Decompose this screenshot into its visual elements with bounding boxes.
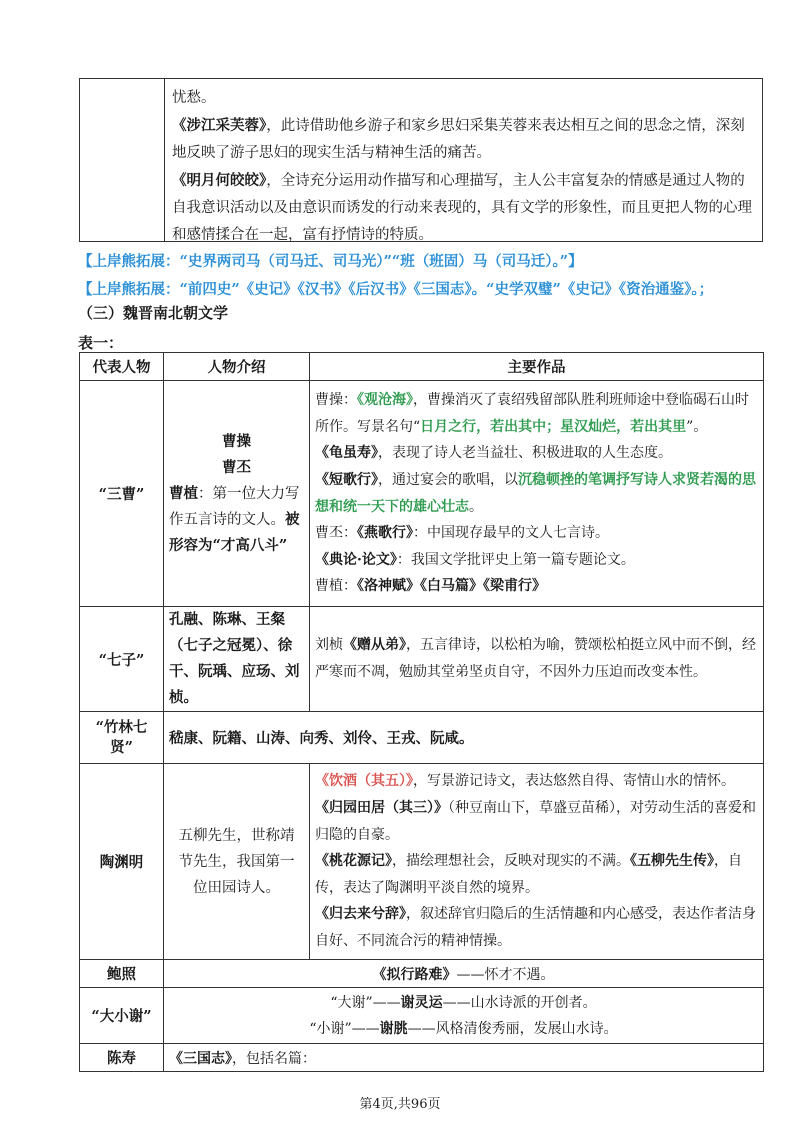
literature-table bbox=[79, 352, 764, 1072]
end-duangexing: 。 bbox=[469, 498, 483, 515]
title-mingyue: 《明月何皎皎》 bbox=[172, 172, 267, 189]
title-yinjiu: 《饮酒（其五）》 bbox=[315, 773, 413, 790]
header-figure: 代表人物 bbox=[80, 353, 164, 381]
table-row bbox=[80, 1044, 764, 1072]
title-nixingluonan: 《拟行路难》 bbox=[372, 966, 457, 983]
title-dianlun: 《典论·论文》 bbox=[315, 551, 397, 568]
section-title: （三）魏晋南北朝文学 bbox=[78, 304, 229, 322]
figure-baozhao: 鲍照 bbox=[80, 960, 164, 988]
works-chenshou bbox=[164, 1044, 764, 1072]
works-daxiaoxie bbox=[164, 988, 764, 1044]
continuation-table bbox=[79, 78, 763, 242]
title-duangexing: 《短歌行》 bbox=[315, 471, 378, 488]
title-taohuayuan: 《桃花源记》 bbox=[315, 853, 392, 870]
text-sanguozhi: ，包括名篇： bbox=[232, 1050, 316, 1067]
title-guiyuan: 《归园田居（其三）》 bbox=[315, 800, 448, 817]
works-qizi bbox=[310, 607, 764, 712]
text-guisuishou: ，表现了诗人老当益壮、积极进取的人生态度。 bbox=[378, 445, 672, 462]
work-duangexing bbox=[315, 467, 758, 520]
title-shejiang: 《涉江采芙蓉》 bbox=[172, 117, 267, 134]
text-guiqulai: ，叙述辞官归隐后的生活情趣和内心感受，表达作者洁身自好、不同流合污的精神情操。 bbox=[315, 906, 756, 949]
work-guisuishou bbox=[315, 440, 758, 467]
prefix-caocao: 曹操： bbox=[315, 392, 357, 409]
title-zengcongdi: 《赠从弟》 bbox=[343, 637, 406, 654]
figure-qizi: “七子” bbox=[80, 607, 164, 712]
title-guiqulai: 《归去来兮辞》 bbox=[315, 906, 406, 923]
intro-caocao: 曹操 bbox=[222, 432, 251, 450]
prefix-caopi: 曹丕： bbox=[315, 525, 357, 542]
intro-caozhi bbox=[169, 481, 304, 559]
works-baozhao bbox=[164, 960, 764, 988]
poem-notes bbox=[172, 85, 752, 249]
name-xietiao: 谢朓 bbox=[379, 1020, 408, 1037]
work-taohuayuan bbox=[315, 848, 758, 901]
empty-cell bbox=[80, 79, 165, 241]
line-xiaoxie bbox=[169, 1016, 758, 1042]
line-daxie bbox=[169, 990, 758, 1016]
note-shejiang bbox=[172, 112, 752, 167]
intro-sancao bbox=[164, 381, 310, 607]
work-dianlun bbox=[315, 547, 758, 574]
title-yangexing: 《燕歌行》 bbox=[357, 525, 413, 542]
text-caozhi: ：第一位大力写作五言诗的文人。 bbox=[169, 485, 300, 528]
prefix-liuzhen: 刘桢 bbox=[315, 637, 343, 654]
figure-sancao: “三曹” bbox=[80, 381, 164, 607]
text-yinjiu: ，写景游记诗文，表达悠然自得、寄情山水的情怀。 bbox=[413, 773, 735, 790]
title-wuliu: 《五柳先生传》 bbox=[630, 853, 714, 870]
end-guancanghai: ”。 bbox=[686, 418, 708, 435]
name-xielingyun: 谢灵运 bbox=[400, 994, 443, 1011]
desc-xiaoxie: ——风格清俊秀丽，发展山水诗。 bbox=[407, 1020, 618, 1037]
text-guancanghai: ，曹操消灭了袁绍残留部队胜利班师途中登临碣石山时所作。写景名句“ bbox=[315, 392, 749, 435]
intro-tao: 五柳先生，世称靖节先生，我国第一位田园诗人。 bbox=[164, 764, 310, 960]
text-dianlun: ：我国文学批评史上第一篇专题论文。 bbox=[396, 551, 635, 568]
header-intro: 人物介绍 bbox=[164, 353, 310, 381]
text-mingyue: ，全诗充分运用动作描写和心理描写，主人公丰富复杂的情感是通过人物的自我意识活动以及由意识而诱发的行动来表现的，具有文学的形象性，而且更把人物的心理和感情揉合在一起，富有抒情诗的特质。 bbox=[172, 173, 752, 243]
quote-guancanghai: 日月之行，若出其中；星汉灿烂，若出其里 bbox=[420, 418, 687, 435]
prefix-caozhi: 曹植： bbox=[315, 578, 357, 595]
text-taohuayuan: ，描绘理想社会，反映对现实的不满。 bbox=[392, 853, 630, 870]
figure-tao: 陶渊明 bbox=[80, 764, 164, 960]
table-row bbox=[80, 607, 764, 712]
work-caozhi bbox=[315, 573, 758, 600]
table-row bbox=[80, 764, 764, 960]
extension-note-1: 【上岸熊拓展：“史界两司马（司马迁、司马光）”“班（班固）马（司马迁）。”】 bbox=[78, 253, 583, 270]
text-nixingluonan: ——怀才不遇。 bbox=[456, 966, 555, 983]
extension-note-2: 【上岸熊拓展：“前四史”《史记》《汉书》《后汉书》《三国志》。“史学双璧”《史记》《资治通鉴》。； bbox=[78, 281, 714, 298]
note-mingyue bbox=[172, 167, 752, 249]
title-guancanghai: 《观沧海》 bbox=[357, 392, 413, 409]
line-continuation: 忧愁。 bbox=[172, 90, 216, 106]
table-row bbox=[80, 381, 764, 607]
label-daxie: “大谢”—— bbox=[330, 994, 401, 1011]
figure-daxiaoxie: “大小谢” bbox=[80, 988, 164, 1044]
highlight-duangexing: 沉稳顿挫的笔调抒写诗人求贤若渴的思想和统一天下的雄心壮志 bbox=[315, 471, 756, 515]
title-sanguozhi: 《三国志》 bbox=[169, 1050, 232, 1067]
table-row bbox=[80, 712, 764, 764]
zhulin-members: 嵇康、阮籍、山涛、向秀、刘伶、王戎、阮咸。 bbox=[164, 712, 764, 764]
work-yangexing bbox=[315, 520, 758, 547]
table-title: 表一： bbox=[78, 334, 124, 352]
intro-caopi: 曹丕 bbox=[222, 458, 251, 476]
work-yinjiu bbox=[315, 768, 758, 795]
text-guiyuan: （种豆南山下，草盛豆苗稀），对劳动生活的喜爱和归隐的自豪。 bbox=[315, 800, 756, 843]
header-works: 主要作品 bbox=[310, 353, 764, 381]
figure-chenshou: 陈寿 bbox=[80, 1044, 164, 1072]
work-guiyuan bbox=[315, 795, 758, 848]
text-zengcongdi: ，五言律诗，以松柏为喻，赞颂松柏挺立风中而不倒，经严寒而不凋，勉励其堂弟坚贞自守，不因外力压迫而改变本性。 bbox=[315, 637, 756, 680]
works-tao bbox=[310, 764, 764, 960]
desc-daxie: ——山水诗派的开创者。 bbox=[442, 994, 597, 1011]
title-guisuishou: 《龟虽寿》 bbox=[315, 445, 378, 462]
text-shejiang: ，此诗借助他乡游子和家乡思妇采集芙蓉来表达相互之间的思念之情，深刻地反映了游子思妇的现实生活与精神生活的痛苦。 bbox=[172, 118, 745, 161]
work-guiqulai bbox=[315, 901, 758, 954]
label-xiaoxie: “小谢”—— bbox=[309, 1020, 380, 1037]
work-guancanghai bbox=[315, 387, 758, 440]
page-footer: 第4页,共96页 bbox=[359, 1097, 441, 1112]
name-caozhi: 曹植 bbox=[169, 484, 198, 502]
works-sancao bbox=[310, 381, 764, 607]
text-yangexing: ：中国现存最早的文人七言诗。 bbox=[413, 525, 609, 542]
figure-zhulin: “竹林七贤” bbox=[80, 712, 164, 764]
table-row bbox=[80, 988, 764, 1044]
titles-caozhi: 《洛神赋》《白马篇》《梁甫行》 bbox=[357, 578, 546, 595]
caozhi-praise: 被形容为“才高八斗” bbox=[169, 510, 300, 554]
text-wuliu: ，自传，表达了陶渊明平淡自然的境界。 bbox=[315, 853, 742, 896]
table-row bbox=[80, 960, 764, 988]
text-duangexing: ，通过宴会的歌唱，以 bbox=[378, 471, 518, 488]
table-header-row bbox=[80, 353, 764, 381]
intro-qizi: 孔融、陈琳、王粲（七子之冠冕）、徐干、阮瑀、应玚、刘桢。 bbox=[164, 607, 310, 712]
